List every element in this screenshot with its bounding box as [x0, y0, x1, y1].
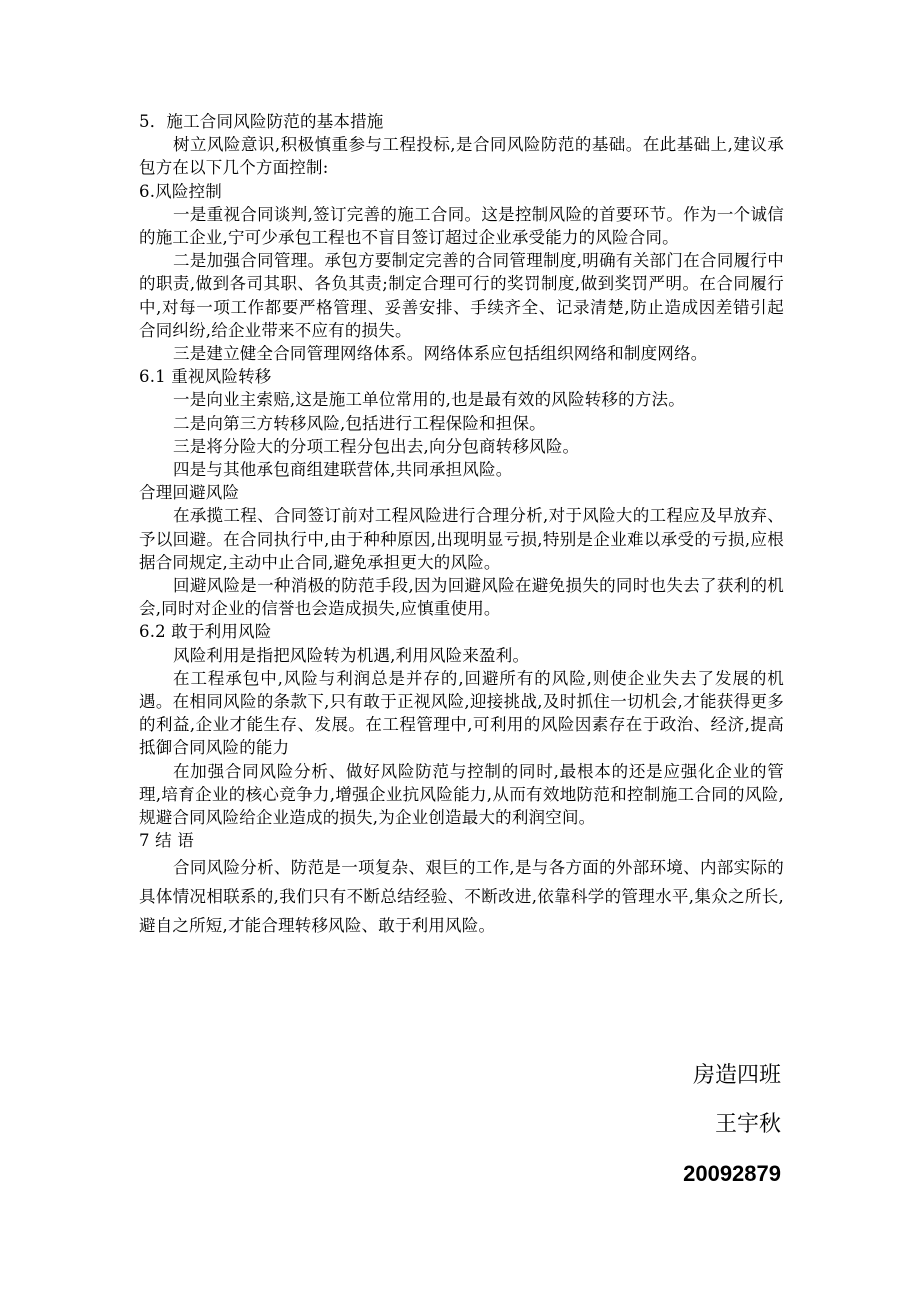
paragraph: 风险利用是指把风险转为机遇,利用风险来盈利。	[173, 645, 530, 665]
paragraph: 回避风险是一种消极的防范手段,因为回避风险在避免损失的同时也失去了获利的机会,同时对企业的信誉也会造成损失,应慎重使用。	[139, 576, 784, 619]
paragraph: 在承揽工程、合同签订前对工程风险进行合理分析,对于风险大的工程应及早放弃、予以回避。在合同执行中,由于种种原因,出现明显亏损,特别是企业难以承受的亏损,应根据合同规定,主动中止合同,避免承担更大的风险。	[139, 506, 784, 572]
paragraph: 四是与其他承包商组建联营体,共同承担风险。	[173, 460, 513, 480]
paragraph: 在工程承包中,风险与利润总是并存的,回避所有的风险,则使企业失去了发展的机遇。在相同风险的条款下,只有敢于正视风险,迎接挑战,及时抓住一切机会,才能获得更多的利益,企业才能生存、发展。在工程管理中,可利用的风险因素存在于政治、经济,提高抵御合同风险的能力	[139, 668, 784, 758]
paragraph: 三是建立健全合同管理网络体系。网络体系应包括组织网络和制度网络。	[173, 344, 708, 364]
signature-student-id: 20092879	[683, 1161, 781, 1186]
section-heading: 5．施工合同风险防范的基本措施	[139, 112, 384, 131]
section-heading: 6.1 重视风险转移	[139, 367, 272, 387]
section-heading: 6.2 敢于利用风险	[139, 622, 272, 642]
signature-author: 王宇秋	[714, 1112, 781, 1137]
paragraph: 二是加强合同管理。承包方要制定完善的合同管理制度,明确有关部门在合同履行中的职责,做到各司其职、各负其责;制定合理可行的奖罚制度,做到奖罚严明。在合同履行中,对每一项工作都要严格管理、妥善安排、手续齐全、记录清楚,防止造成因差错引起合同纠纷,给企业带来不应有的损失。	[139, 251, 784, 340]
section-heading: 7 结 语	[139, 831, 194, 851]
paragraph: 在加强合同风险分析、做好风险防范与控制的同时,最根本的还是应强化企业的管理,培育企业的核心竞争力,增强企业抗风险能力,从而有效地防范和控制施工合同的风险,规避合同风险给企业造成的损失,为企业创造最大的利润空间。	[139, 761, 784, 828]
paragraph: 二是向第三方转移风险,包括进行工程保险和担保。	[173, 413, 546, 433]
paragraph: 三是将分险大的分项工程分包出去,向分包商转移风险。	[173, 436, 580, 456]
document-body	[139, 110, 784, 940]
section-heading: 6.风险控制	[139, 181, 222, 201]
paragraph: 一是重视合同谈判,签订完善的施工合同。这是控制风险的首要环节。作为一个诚信的施工企业,宁可少承包工程也不盲目签订超过企业承受能力的风险合同。	[139, 204, 784, 248]
paragraph: 合同风险分析、防范是一项复杂、艰巨的工作,是与各方面的外部环境、内部实际的具体情况相联系的,我们只有不断总结经验、不断改进,依靠科学的管理水平,集众之所长,避自之所短,才能合理转移风险、敢于利用风险。	[139, 857, 784, 935]
paragraph: 一是向业主索赔,这是施工单位常用的,也是最有效的风险转移的方法。	[173, 390, 685, 410]
signature-class: 房造四班	[692, 1063, 781, 1088]
section-heading: 合理回避风险	[139, 483, 240, 503]
paragraph: 树立风险意识,积极慎重参与工程投标,是合同风险防范的基础。在此基础上,建议承包方在以下几个方面控制:	[139, 135, 784, 178]
